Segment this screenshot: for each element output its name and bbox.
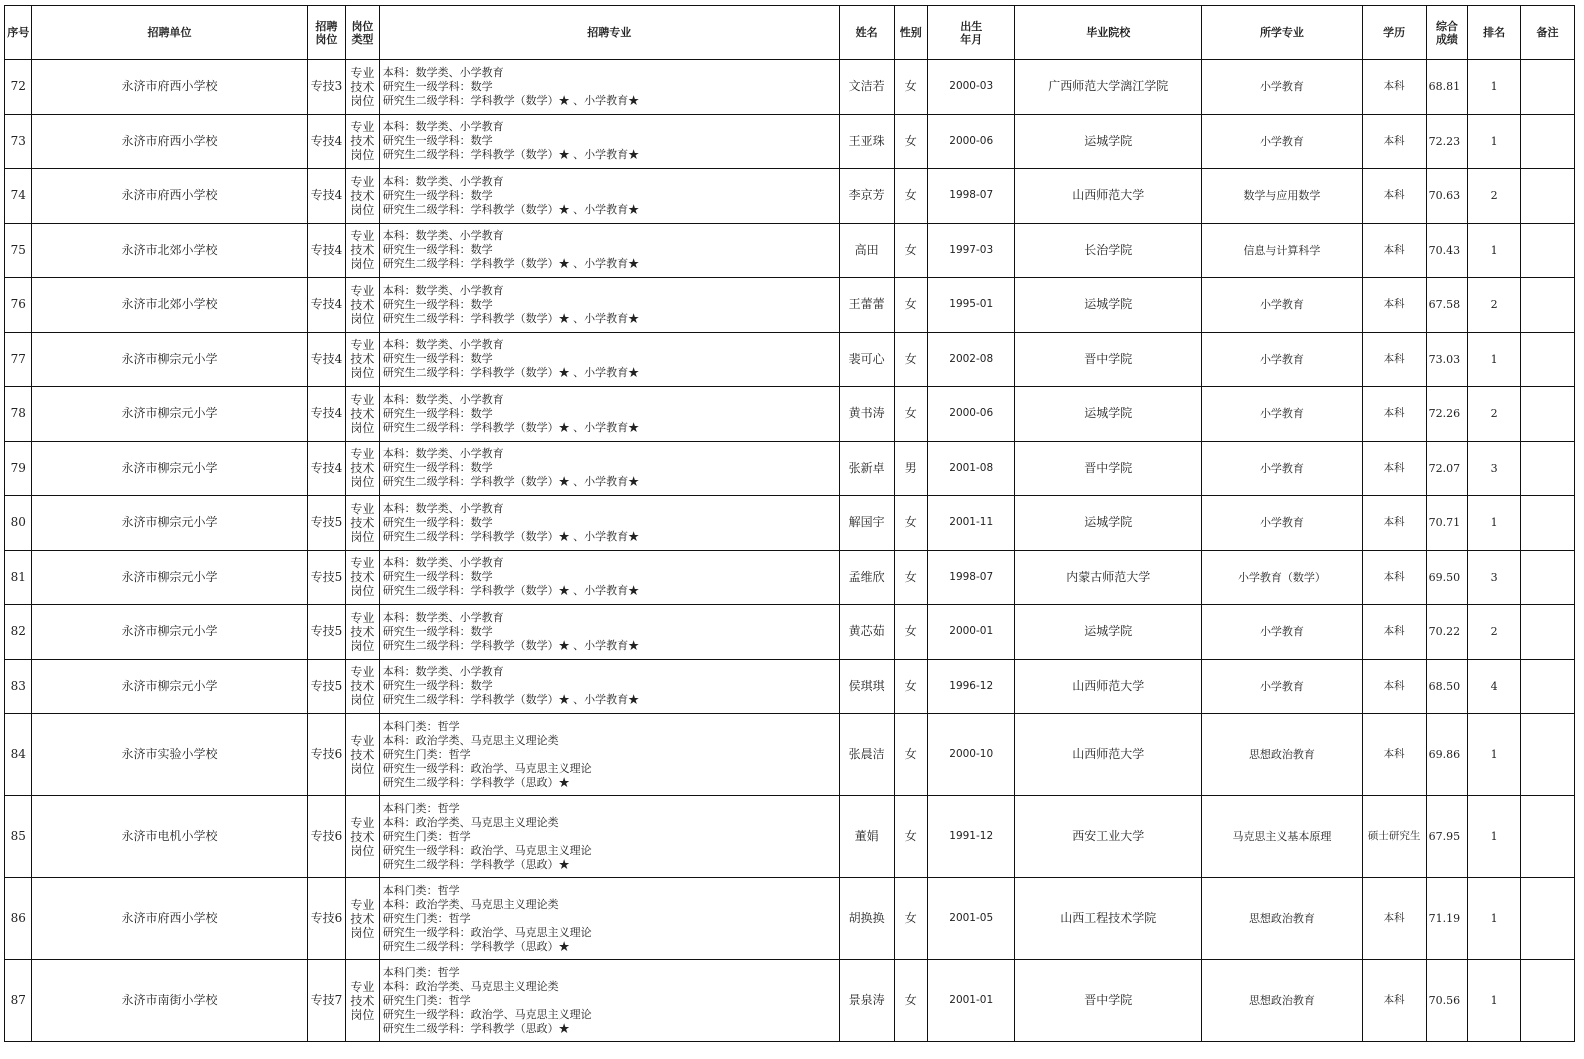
cell-post-type: 专业 技术 岗位 xyxy=(346,223,380,278)
cell-major: 本科：数学类、小学教育 研究生一级学科：数学 研究生二级学科：学科教学（数学）★ 、小学教育★ xyxy=(379,114,839,169)
cell-school: 晋中学院 xyxy=(1015,332,1202,387)
cell-rank: 1 xyxy=(1468,223,1521,278)
cell-name: 解国宇 xyxy=(839,496,894,551)
table-row xyxy=(5,60,1575,115)
header-no: 序号 xyxy=(5,6,32,60)
cell-no: 84 xyxy=(5,714,32,796)
cell-birth: 2000-06 xyxy=(928,114,1015,169)
cell-birth: 2001-08 xyxy=(928,441,1015,496)
cell-score: 68.81 xyxy=(1426,60,1468,115)
cell-school: 山西工程技术学院 xyxy=(1015,878,1202,960)
cell-post-type: 专业 技术 岗位 xyxy=(346,496,380,551)
cell-rank: 2 xyxy=(1468,278,1521,333)
cell-specialty: 信息与计算科学 xyxy=(1202,223,1362,278)
cell-specialty: 思想政治教育 xyxy=(1202,878,1362,960)
cell-no: 77 xyxy=(5,332,32,387)
cell-specialty: 小学教育 xyxy=(1202,659,1362,714)
cell-unit: 永济市实验小学校 xyxy=(32,714,307,796)
cell-unit: 永济市府西小学校 xyxy=(32,878,307,960)
cell-school: 运城学院 xyxy=(1015,114,1202,169)
cell-score: 69.86 xyxy=(1426,714,1468,796)
cell-birth: 2002-08 xyxy=(928,332,1015,387)
cell-school: 山西师范大学 xyxy=(1015,169,1202,224)
cell-rank: 1 xyxy=(1468,960,1521,1042)
cell-post-type: 专业 技术 岗位 xyxy=(346,605,380,660)
cell-post-type: 专业 技术 岗位 xyxy=(346,960,380,1042)
header-name: 姓名 xyxy=(839,6,894,60)
cell-name: 黄书涛 xyxy=(839,387,894,442)
cell-rank: 3 xyxy=(1468,550,1521,605)
cell-education: 本科 xyxy=(1362,223,1426,278)
header-specialty: 所学专业 xyxy=(1202,6,1362,60)
cell-name: 景泉涛 xyxy=(839,960,894,1042)
cell-post: 专技3 xyxy=(307,60,346,115)
header-row xyxy=(5,6,1575,60)
header-education: 学历 xyxy=(1362,6,1426,60)
cell-no: 76 xyxy=(5,278,32,333)
cell-education: 本科 xyxy=(1362,60,1426,115)
cell-specialty: 思想政治教育 xyxy=(1202,960,1362,1042)
header-note: 备注 xyxy=(1521,6,1575,60)
cell-post: 专技4 xyxy=(307,223,346,278)
cell-note xyxy=(1521,878,1575,960)
table-row xyxy=(5,496,1575,551)
cell-score: 67.58 xyxy=(1426,278,1468,333)
cell-birth: 2001-01 xyxy=(928,960,1015,1042)
cell-post-type: 专业 技术 岗位 xyxy=(346,550,380,605)
header-score: 综合 成绩 xyxy=(1426,6,1468,60)
cell-post-type: 专业 技术 岗位 xyxy=(346,659,380,714)
cell-birth: 2001-05 xyxy=(928,878,1015,960)
cell-school: 长治学院 xyxy=(1015,223,1202,278)
cell-education: 硕士研究生 xyxy=(1362,796,1426,878)
cell-score: 70.71 xyxy=(1426,496,1468,551)
cell-post: 专技4 xyxy=(307,441,346,496)
cell-major: 本科：数学类、小学教育 研究生一级学科：数学 研究生二级学科：学科教学（数学）★ 、小学教育★ xyxy=(379,169,839,224)
cell-gender: 男 xyxy=(894,441,928,496)
cell-post-type: 专业 技术 岗位 xyxy=(346,878,380,960)
table-row xyxy=(5,796,1575,878)
cell-rank: 4 xyxy=(1468,659,1521,714)
cell-name: 胡换换 xyxy=(839,878,894,960)
cell-major: 本科：数学类、小学教育 研究生一级学科：数学 研究生二级学科：学科教学（数学）★ 、小学教育★ xyxy=(379,605,839,660)
table-row xyxy=(5,387,1575,442)
cell-major: 本科：数学类、小学教育 研究生一级学科：数学 研究生二级学科：学科教学（数学）★ 、小学教育★ xyxy=(379,60,839,115)
cell-gender: 女 xyxy=(894,114,928,169)
cell-rank: 1 xyxy=(1468,60,1521,115)
cell-score: 72.26 xyxy=(1426,387,1468,442)
cell-birth: 1991-12 xyxy=(928,796,1015,878)
cell-post-type: 专业 技术 岗位 xyxy=(346,796,380,878)
cell-score: 70.43 xyxy=(1426,223,1468,278)
cell-unit: 永济市柳宗元小学 xyxy=(32,332,307,387)
cell-birth: 2000-01 xyxy=(928,605,1015,660)
cell-name: 高田 xyxy=(839,223,894,278)
header-birth: 出生 年月 xyxy=(928,6,1015,60)
cell-note xyxy=(1521,441,1575,496)
cell-note xyxy=(1521,169,1575,224)
cell-gender: 女 xyxy=(894,796,928,878)
cell-post-type: 专业 技术 岗位 xyxy=(346,278,380,333)
cell-gender: 女 xyxy=(894,659,928,714)
cell-unit: 永济市电机小学校 xyxy=(32,796,307,878)
cell-education: 本科 xyxy=(1362,387,1426,442)
cell-education: 本科 xyxy=(1362,496,1426,551)
cell-major: 本科：数学类、小学教育 研究生一级学科：数学 研究生二级学科：学科教学（数学）★ 、小学教育★ xyxy=(379,496,839,551)
table-row xyxy=(5,960,1575,1042)
cell-post: 专技5 xyxy=(307,605,346,660)
header-school: 毕业院校 xyxy=(1015,6,1202,60)
cell-major: 本科：数学类、小学教育 研究生一级学科：数学 研究生二级学科：学科教学（数学）★ 、小学教育★ xyxy=(379,332,839,387)
cell-name: 张晨洁 xyxy=(839,714,894,796)
table-row xyxy=(5,114,1575,169)
cell-major: 本科门类：哲学 本科：政治学类、马克思主义理论类 研究生门类：哲学 研究生一级学科：政治学、马克思主义理论 研究生二级学科：学科教学（思政）★ xyxy=(379,796,839,878)
table-row xyxy=(5,659,1575,714)
cell-specialty: 思想政治教育 xyxy=(1202,714,1362,796)
results-table xyxy=(4,5,1575,1042)
cell-name: 李京芳 xyxy=(839,169,894,224)
cell-name: 董娟 xyxy=(839,796,894,878)
cell-unit: 永济市北郊小学校 xyxy=(32,223,307,278)
cell-post: 专技5 xyxy=(307,496,346,551)
cell-unit: 永济市柳宗元小学 xyxy=(32,605,307,660)
cell-note xyxy=(1521,278,1575,333)
cell-school: 山西师范大学 xyxy=(1015,659,1202,714)
cell-birth: 2000-03 xyxy=(928,60,1015,115)
cell-unit: 永济市柳宗元小学 xyxy=(32,441,307,496)
cell-education: 本科 xyxy=(1362,332,1426,387)
cell-gender: 女 xyxy=(894,60,928,115)
cell-specialty: 小学教育 xyxy=(1202,605,1362,660)
cell-no: 81 xyxy=(5,550,32,605)
cell-post: 专技4 xyxy=(307,332,346,387)
cell-major: 本科门类：哲学 本科：政治学类、马克思主义理论类 研究生门类：哲学 研究生一级学科：政治学、马克思主义理论 研究生二级学科：学科教学（思政）★ xyxy=(379,960,839,1042)
table-row xyxy=(5,223,1575,278)
cell-unit: 永济市府西小学校 xyxy=(32,169,307,224)
cell-gender: 女 xyxy=(894,605,928,660)
cell-score: 73.03 xyxy=(1426,332,1468,387)
cell-specialty: 小学教育 xyxy=(1202,60,1362,115)
cell-unit: 永济市柳宗元小学 xyxy=(32,496,307,551)
cell-rank: 1 xyxy=(1468,878,1521,960)
cell-post: 专技5 xyxy=(307,659,346,714)
cell-major: 本科：数学类、小学教育 研究生一级学科：数学 研究生二级学科：学科教学（数学）★ 、小学教育★ xyxy=(379,278,839,333)
cell-gender: 女 xyxy=(894,496,928,551)
cell-no: 75 xyxy=(5,223,32,278)
cell-note xyxy=(1521,550,1575,605)
cell-post-type: 专业 技术 岗位 xyxy=(346,387,380,442)
cell-education: 本科 xyxy=(1362,878,1426,960)
header-post: 招聘 岗位 xyxy=(307,6,346,60)
cell-post-type: 专业 技术 岗位 xyxy=(346,441,380,496)
cell-no: 79 xyxy=(5,441,32,496)
cell-post: 专技7 xyxy=(307,960,346,1042)
header-major: 招聘专业 xyxy=(379,6,839,60)
cell-education: 本科 xyxy=(1362,278,1426,333)
cell-post: 专技6 xyxy=(307,714,346,796)
cell-name: 张新卓 xyxy=(839,441,894,496)
cell-gender: 女 xyxy=(894,550,928,605)
cell-major: 本科门类：哲学 本科：政治学类、马克思主义理论类 研究生门类：哲学 研究生一级学科：政治学、马克思主义理论 研究生二级学科：学科教学（思政）★ xyxy=(379,714,839,796)
cell-rank: 1 xyxy=(1468,332,1521,387)
cell-birth: 1995-01 xyxy=(928,278,1015,333)
cell-note xyxy=(1521,114,1575,169)
cell-post: 专技4 xyxy=(307,278,346,333)
cell-note xyxy=(1521,387,1575,442)
cell-school: 西安工业大学 xyxy=(1015,796,1202,878)
cell-specialty: 马克思主义基本原理 xyxy=(1202,796,1362,878)
cell-post-type: 专业 技术 岗位 xyxy=(346,60,380,115)
cell-rank: 1 xyxy=(1468,714,1521,796)
cell-no: 85 xyxy=(5,796,32,878)
cell-major: 本科：数学类、小学教育 研究生一级学科：数学 研究生二级学科：学科教学（数学）★ 、小学教育★ xyxy=(379,441,839,496)
cell-post: 专技6 xyxy=(307,796,346,878)
cell-name: 王亚珠 xyxy=(839,114,894,169)
header-unit: 招聘单位 xyxy=(32,6,307,60)
cell-post: 专技4 xyxy=(307,114,346,169)
cell-post: 专技4 xyxy=(307,387,346,442)
table-header xyxy=(5,6,1575,60)
cell-name: 孟维欣 xyxy=(839,550,894,605)
header-gender: 性别 xyxy=(894,6,928,60)
cell-major: 本科门类：哲学 本科：政治学类、马克思主义理论类 研究生门类：哲学 研究生一级学科：政治学、马克思主义理论 研究生二级学科：学科教学（思政）★ xyxy=(379,878,839,960)
cell-post-type: 专业 技术 岗位 xyxy=(346,169,380,224)
cell-score: 70.22 xyxy=(1426,605,1468,660)
cell-name: 黄芯茹 xyxy=(839,605,894,660)
cell-major: 本科：数学类、小学教育 研究生一级学科：数学 研究生二级学科：学科教学（数学）★ 、小学教育★ xyxy=(379,387,839,442)
cell-specialty: 小学教育 xyxy=(1202,332,1362,387)
cell-post: 专技4 xyxy=(307,169,346,224)
cell-education: 本科 xyxy=(1362,441,1426,496)
cell-rank: 3 xyxy=(1468,441,1521,496)
cell-note xyxy=(1521,332,1575,387)
cell-birth: 1996-12 xyxy=(928,659,1015,714)
cell-specialty: 数学与应用数学 xyxy=(1202,169,1362,224)
cell-no: 82 xyxy=(5,605,32,660)
cell-unit: 永济市北郊小学校 xyxy=(32,278,307,333)
cell-education: 本科 xyxy=(1362,714,1426,796)
cell-gender: 女 xyxy=(894,278,928,333)
cell-score: 70.63 xyxy=(1426,169,1468,224)
cell-education: 本科 xyxy=(1362,960,1426,1042)
cell-specialty: 小学教育（数学） xyxy=(1202,550,1362,605)
cell-post: 专技6 xyxy=(307,878,346,960)
cell-birth: 1997-03 xyxy=(928,223,1015,278)
cell-no: 74 xyxy=(5,169,32,224)
table-row xyxy=(5,878,1575,960)
table-row xyxy=(5,714,1575,796)
cell-name: 王蕾蕾 xyxy=(839,278,894,333)
cell-score: 72.23 xyxy=(1426,114,1468,169)
cell-no: 86 xyxy=(5,878,32,960)
cell-education: 本科 xyxy=(1362,550,1426,605)
cell-rank: 1 xyxy=(1468,796,1521,878)
cell-school: 运城学院 xyxy=(1015,605,1202,660)
cell-specialty: 小学教育 xyxy=(1202,496,1362,551)
cell-score: 68.50 xyxy=(1426,659,1468,714)
cell-no: 73 xyxy=(5,114,32,169)
cell-no: 78 xyxy=(5,387,32,442)
cell-birth: 2000-10 xyxy=(928,714,1015,796)
cell-name: 裴可心 xyxy=(839,332,894,387)
cell-unit: 永济市柳宗元小学 xyxy=(32,550,307,605)
cell-education: 本科 xyxy=(1362,659,1426,714)
cell-gender: 女 xyxy=(894,960,928,1042)
cell-unit: 永济市府西小学校 xyxy=(32,60,307,115)
cell-unit: 永济市柳宗元小学 xyxy=(32,387,307,442)
cell-major: 本科：数学类、小学教育 研究生一级学科：数学 研究生二级学科：学科教学（数学）★ 、小学教育★ xyxy=(379,659,839,714)
cell-education: 本科 xyxy=(1362,114,1426,169)
cell-school: 运城学院 xyxy=(1015,278,1202,333)
cell-specialty: 小学教育 xyxy=(1202,278,1362,333)
cell-post-type: 专业 技术 岗位 xyxy=(346,714,380,796)
cell-rank: 2 xyxy=(1468,605,1521,660)
cell-gender: 女 xyxy=(894,169,928,224)
cell-no: 87 xyxy=(5,960,32,1042)
cell-school: 晋中学院 xyxy=(1015,960,1202,1042)
cell-unit: 永济市府西小学校 xyxy=(32,114,307,169)
table-row xyxy=(5,550,1575,605)
cell-gender: 女 xyxy=(894,878,928,960)
cell-education: 本科 xyxy=(1362,605,1426,660)
cell-birth: 1998-07 xyxy=(928,550,1015,605)
cell-note xyxy=(1521,960,1575,1042)
cell-school: 内蒙古师范大学 xyxy=(1015,550,1202,605)
table-row xyxy=(5,441,1575,496)
cell-note xyxy=(1521,714,1575,796)
cell-score: 69.50 xyxy=(1426,550,1468,605)
cell-birth: 2001-11 xyxy=(928,496,1015,551)
table-body xyxy=(5,60,1575,1042)
cell-score: 72.07 xyxy=(1426,441,1468,496)
cell-score: 71.19 xyxy=(1426,878,1468,960)
cell-school: 运城学院 xyxy=(1015,496,1202,551)
cell-rank: 1 xyxy=(1468,496,1521,551)
table-row xyxy=(5,169,1575,224)
cell-unit: 永济市柳宗元小学 xyxy=(32,659,307,714)
table-row xyxy=(5,332,1575,387)
table-row xyxy=(5,605,1575,660)
cell-note xyxy=(1521,223,1575,278)
cell-education: 本科 xyxy=(1362,169,1426,224)
cell-rank: 2 xyxy=(1468,169,1521,224)
cell-post-type: 专业 技术 岗位 xyxy=(346,114,380,169)
cell-note xyxy=(1521,659,1575,714)
cell-rank: 1 xyxy=(1468,114,1521,169)
cell-major: 本科：数学类、小学教育 研究生一级学科：数学 研究生二级学科：学科教学（数学）★ 、小学教育★ xyxy=(379,223,839,278)
cell-school: 晋中学院 xyxy=(1015,441,1202,496)
cell-score: 67.95 xyxy=(1426,796,1468,878)
header-rank: 排名 xyxy=(1468,6,1521,60)
cell-score: 70.56 xyxy=(1426,960,1468,1042)
cell-gender: 女 xyxy=(894,223,928,278)
cell-name: 文洁若 xyxy=(839,60,894,115)
cell-post: 专技5 xyxy=(307,550,346,605)
cell-note xyxy=(1521,496,1575,551)
cell-name: 侯琪琪 xyxy=(839,659,894,714)
cell-gender: 女 xyxy=(894,332,928,387)
cell-birth: 2000-06 xyxy=(928,387,1015,442)
table-row xyxy=(5,278,1575,333)
cell-no: 83 xyxy=(5,659,32,714)
cell-school: 运城学院 xyxy=(1015,387,1202,442)
cell-unit: 永济市南街小学校 xyxy=(32,960,307,1042)
cell-specialty: 小学教育 xyxy=(1202,387,1362,442)
cell-note xyxy=(1521,60,1575,115)
cell-birth: 1998-07 xyxy=(928,169,1015,224)
cell-specialty: 小学教育 xyxy=(1202,441,1362,496)
cell-rank: 2 xyxy=(1468,387,1521,442)
cell-major: 本科：数学类、小学教育 研究生一级学科：数学 研究生二级学科：学科教学（数学）★ 、小学教育★ xyxy=(379,550,839,605)
cell-note xyxy=(1521,796,1575,878)
cell-school: 广西师范大学漓江学院 xyxy=(1015,60,1202,115)
cell-no: 80 xyxy=(5,496,32,551)
cell-school: 山西师范大学 xyxy=(1015,714,1202,796)
cell-note xyxy=(1521,605,1575,660)
cell-no: 72 xyxy=(5,60,32,115)
header-type: 岗位 类型 xyxy=(346,6,380,60)
cell-gender: 女 xyxy=(894,387,928,442)
cell-post-type: 专业 技术 岗位 xyxy=(346,332,380,387)
cell-specialty: 小学教育 xyxy=(1202,114,1362,169)
cell-gender: 女 xyxy=(894,714,928,796)
